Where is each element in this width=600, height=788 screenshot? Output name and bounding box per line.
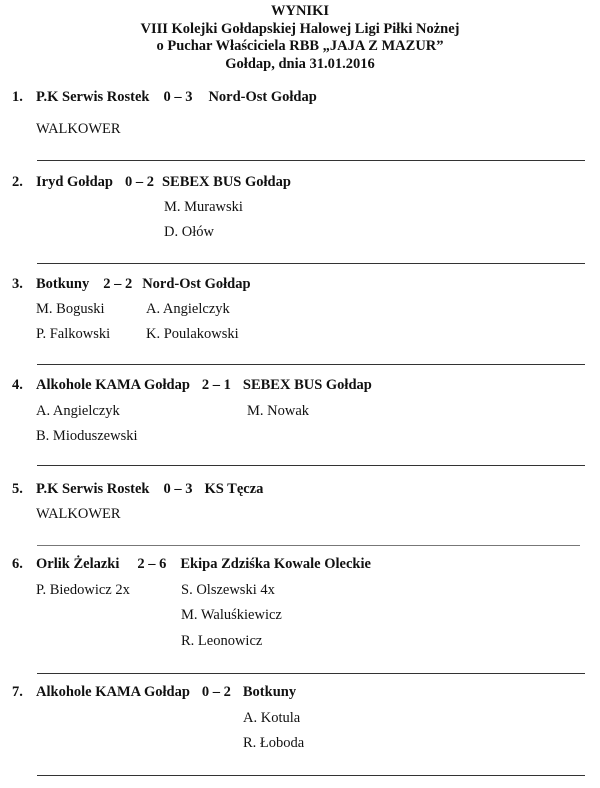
match-title bbox=[12, 556, 371, 573]
divider bbox=[37, 673, 585, 674]
away-scorer: M. Murawski bbox=[164, 199, 243, 215]
match-number: 3. bbox=[12, 276, 23, 292]
match-number: 4. bbox=[12, 377, 23, 393]
away-scorer: D. Ołów bbox=[164, 224, 214, 240]
match-score: 2 – 6 bbox=[137, 556, 167, 572]
match-score: 0 – 2 bbox=[124, 174, 154, 190]
divider bbox=[37, 775, 585, 776]
match-title bbox=[12, 89, 317, 106]
match-title bbox=[12, 684, 296, 701]
divider bbox=[37, 545, 580, 546]
away-team: Nord-Ost Gołdap bbox=[142, 276, 251, 292]
header-place-date: Gołdap, dnia 31.01.2016 bbox=[225, 55, 375, 72]
match-score: 2 – 2 bbox=[103, 276, 133, 292]
home-team: Iryd Gołdap bbox=[36, 174, 113, 190]
away-scorer: M. Nowak bbox=[247, 403, 310, 419]
match-number: 6. bbox=[12, 556, 23, 572]
home-scorer: A. Angielczyk bbox=[36, 403, 120, 419]
home-team: P.K Serwis Rostek bbox=[36, 89, 150, 105]
match-number: 1. bbox=[12, 89, 23, 105]
match-score: 0 – 2 bbox=[201, 684, 231, 700]
match-number: 2. bbox=[12, 174, 23, 190]
divider bbox=[37, 263, 585, 264]
away-scorer: R. Łoboda bbox=[243, 735, 305, 751]
away-scorer: A. Kotula bbox=[243, 710, 301, 726]
match-title bbox=[12, 481, 263, 498]
home-scorer: P. Falkowski bbox=[36, 326, 111, 342]
home-scorer: B. Mioduszewski bbox=[36, 428, 138, 444]
home-team: Botkuny bbox=[36, 276, 90, 292]
match-score: 2 – 1 bbox=[201, 377, 231, 393]
header-cup-line: o Puchar Właściciela RBB „JAJA Z MAZUR” bbox=[156, 38, 444, 54]
divider bbox=[37, 465, 585, 466]
away-team: Nord-Ost Gołdap bbox=[208, 89, 317, 105]
match-number: 5. bbox=[12, 481, 23, 497]
header-round-line: VIII Kolejki Gołdapskiej Halowej Ligi Piłki Nożnej bbox=[140, 20, 460, 37]
away-team: KS Tęcza bbox=[204, 481, 264, 497]
away-scorer: S. Olszewski 4x bbox=[181, 582, 275, 598]
document-header bbox=[0, 3, 600, 73]
away-scorer: A. Angielczyk bbox=[146, 301, 230, 317]
home-scorer: P. Biedowicz 2x bbox=[36, 582, 130, 598]
match-title bbox=[12, 174, 291, 191]
away-team: Ekipa Zdziśka Kowale Oleckie bbox=[180, 556, 371, 572]
away-scorer: M. Waluśkiewicz bbox=[181, 607, 282, 623]
walkover-note: WALKOWER bbox=[36, 506, 121, 522]
away-scorer: R. Leonowicz bbox=[181, 633, 263, 649]
away-team: SEBEX BUS Gołdap bbox=[161, 174, 291, 190]
divider bbox=[37, 160, 585, 161]
away-scorer: K. Poulakowski bbox=[146, 326, 239, 342]
away-team: SEBEX BUS Gołdap bbox=[242, 377, 372, 393]
document-title: WYNIKI bbox=[270, 3, 329, 19]
match-score: 0 – 3 bbox=[163, 89, 193, 105]
match-title bbox=[12, 276, 251, 293]
match-score: 0 – 3 bbox=[163, 481, 193, 497]
home-scorer: M. Boguski bbox=[36, 301, 105, 317]
home-team: Alkohole KAMA Gołdap bbox=[36, 684, 190, 700]
walkover-note: WALKOWER bbox=[36, 121, 121, 137]
home-team: Alkohole KAMA Gołdap bbox=[36, 377, 190, 393]
away-team: Botkuny bbox=[242, 684, 297, 700]
divider bbox=[37, 364, 585, 365]
home-team: P.K Serwis Rostek bbox=[36, 481, 150, 497]
home-team: Orlik Żelazki bbox=[36, 556, 120, 572]
match-title bbox=[12, 377, 372, 394]
match-number: 7. bbox=[12, 684, 23, 700]
